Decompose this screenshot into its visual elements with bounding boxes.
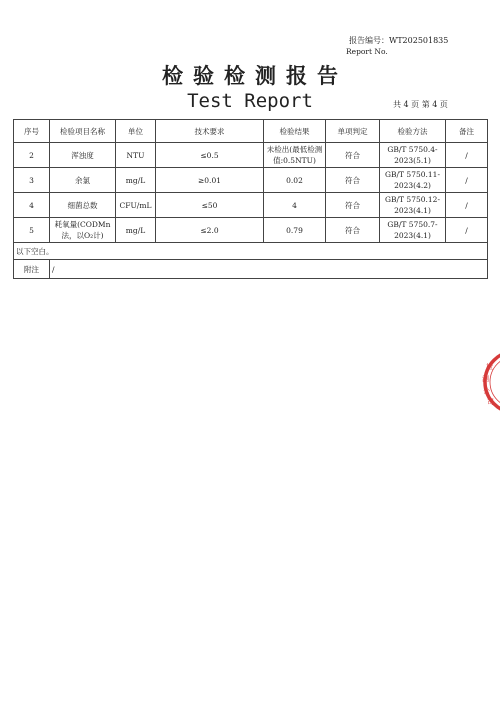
unit: NTU [116, 143, 156, 168]
judgement: 符合 [326, 143, 380, 168]
appendix-value: / [50, 260, 488, 279]
result: 未检出(最低检测值:0.5NTU) [264, 143, 326, 168]
official-seal-stamp [480, 347, 500, 417]
requirement: ≤50 [156, 193, 264, 218]
seal-glyph: 检 [486, 363, 493, 371]
requirement: ≥0.01 [156, 168, 264, 193]
requirement: ≤2.0 [156, 218, 264, 243]
report-number-en: Report No. [346, 47, 388, 56]
table-row [14, 218, 488, 243]
item-name: 浑浊度 [50, 143, 116, 168]
table-row [14, 193, 488, 218]
requirement: ≤0.5 [156, 143, 264, 168]
report-title-en: Test Report [187, 90, 313, 112]
blank-note: 以下空白。 [14, 243, 488, 260]
table-header-row [14, 120, 488, 143]
remark: / [446, 218, 488, 243]
blank-note-row [14, 243, 488, 260]
column-header: 检验结果 [264, 120, 326, 143]
appendix-row [14, 260, 488, 279]
unit: mg/L [116, 218, 156, 243]
column-header: 检验项目名称 [50, 120, 116, 143]
seal-glyph: 测 [482, 375, 489, 383]
method: GB/T 5750.11-2023(4.2) [380, 168, 446, 193]
row-number: 3 [14, 168, 50, 193]
judgement: 符合 [326, 168, 380, 193]
result: 4 [264, 193, 326, 218]
page-indicator: 共 4 页 第 4 页 [393, 100, 448, 109]
judgement: 符合 [326, 193, 380, 218]
remark: / [446, 193, 488, 218]
unit: CFU/mL [116, 193, 156, 218]
column-header: 单项判定 [326, 120, 380, 143]
column-header: 序号 [14, 120, 50, 143]
item-name: 细菌总数 [50, 193, 116, 218]
item-name: 余氯 [50, 168, 116, 193]
report-title-cn: 检验检测报告 [162, 63, 348, 88]
column-header: 技术要求 [156, 120, 264, 143]
row-number: 2 [14, 143, 50, 168]
report-number: 报告编号：WT202501835 [349, 36, 449, 45]
remark: / [446, 143, 488, 168]
table-row [14, 143, 488, 168]
seal-glyph: 司 [487, 398, 494, 406]
seal-glyph: 公 [483, 387, 490, 395]
row-number: 4 [14, 193, 50, 218]
column-header: 单位 [116, 120, 156, 143]
result: 0.79 [264, 218, 326, 243]
method: GB/T 5750.12-2023(4.1) [380, 193, 446, 218]
appendix-label: 附注 [14, 260, 50, 279]
row-number: 5 [14, 218, 50, 243]
column-header: 备注 [446, 120, 488, 143]
item-name: 耗氧量(CODMn法，以O₂计) [50, 218, 116, 243]
judgement: 符合 [326, 218, 380, 243]
method: GB/T 5750.4-2023(5.1) [380, 143, 446, 168]
unit: mg/L [116, 168, 156, 193]
remark: / [446, 168, 488, 193]
results-table [13, 119, 488, 279]
result: 0.02 [264, 168, 326, 193]
table-row [14, 168, 488, 193]
column-header: 检验方法 [380, 120, 446, 143]
method: GB/T 5750.7-2023(4.1) [380, 218, 446, 243]
